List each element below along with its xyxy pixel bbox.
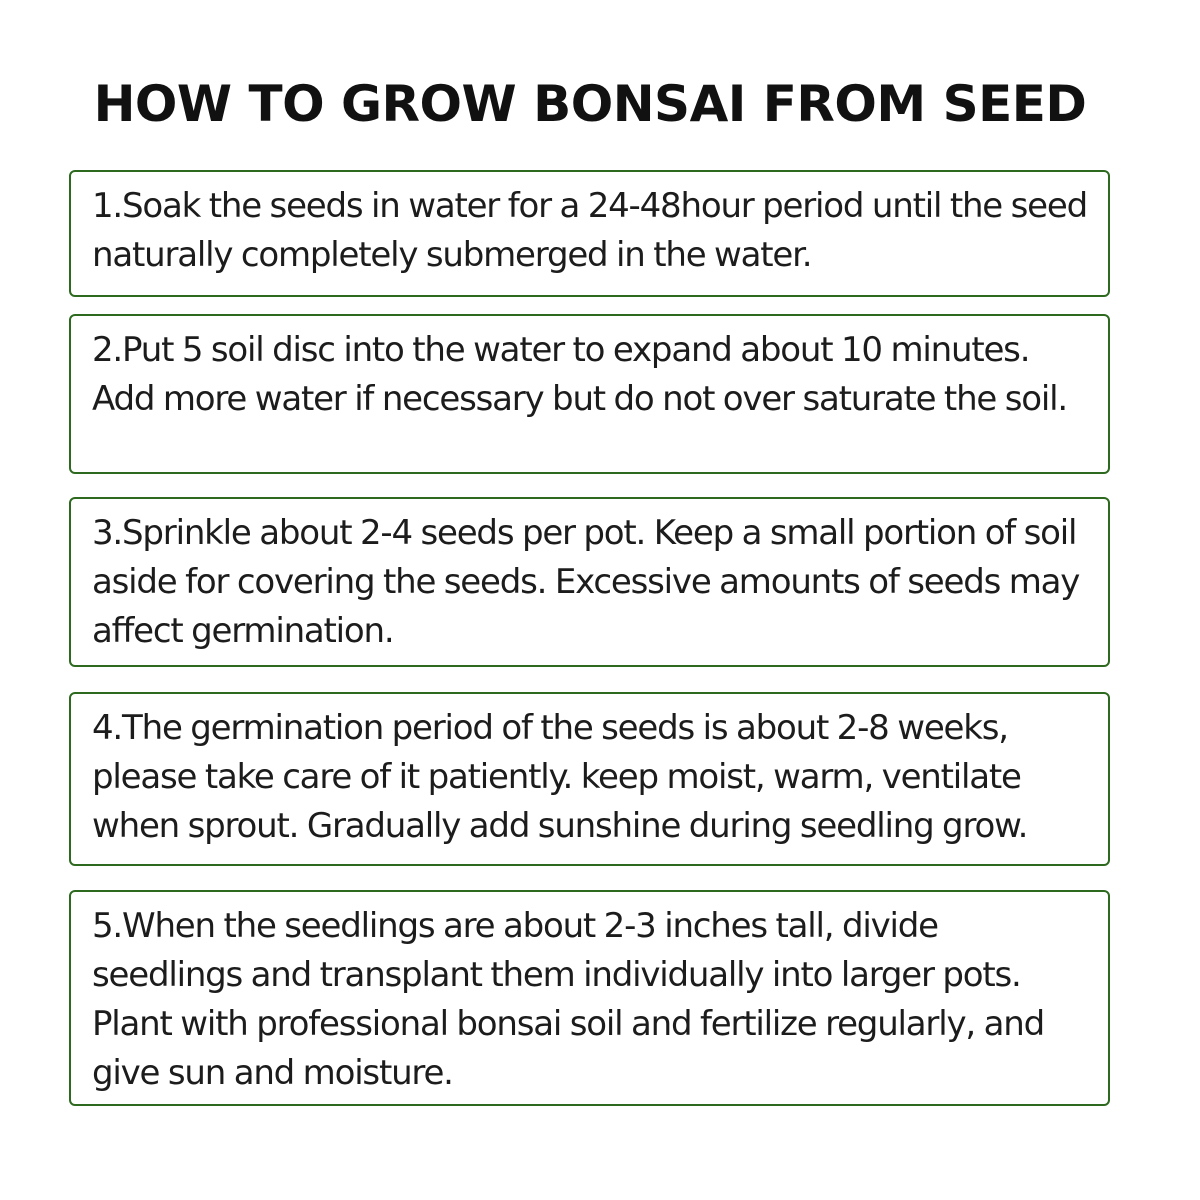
step-text-1: 1.Soak the seeds in water for a 24-48hour period until the seed naturally completely submerged in the water. bbox=[92, 186, 1087, 275]
step-card-4 bbox=[69, 692, 1110, 866]
step-text-5: 5.When the seedlings are about 2-3 inches tall, divide seedlings and transplant them individually into larger pots. Plant with professional bonsai soil and fertilize regularly, and give sun and moisture. bbox=[92, 906, 1044, 1093]
step-card-3 bbox=[69, 497, 1110, 667]
page-title: HOW TO GROW BONSAI FROM SEED bbox=[93, 75, 1087, 133]
step-text-4: 4.The germination period of the seeds is about 2-8 weeks, please take care of it patiently. keep moist, warm, ventilate when sprout. Gradually add sunshine during seedling grow. bbox=[92, 708, 1028, 846]
step-card-5 bbox=[69, 890, 1110, 1106]
step-card-1 bbox=[69, 170, 1110, 297]
step-card-2 bbox=[69, 314, 1110, 474]
step-text-3: 3.Sprinkle about 2-4 seeds per pot. Keep a small portion of soil aside for covering the seeds. Excessive amounts of seeds may affect germination. bbox=[92, 513, 1080, 651]
step-text-2: 2.Put 5 soil disc into the water to expand about 10 minutes. Add more water if necessary but do not over saturate the soil. bbox=[92, 330, 1067, 419]
